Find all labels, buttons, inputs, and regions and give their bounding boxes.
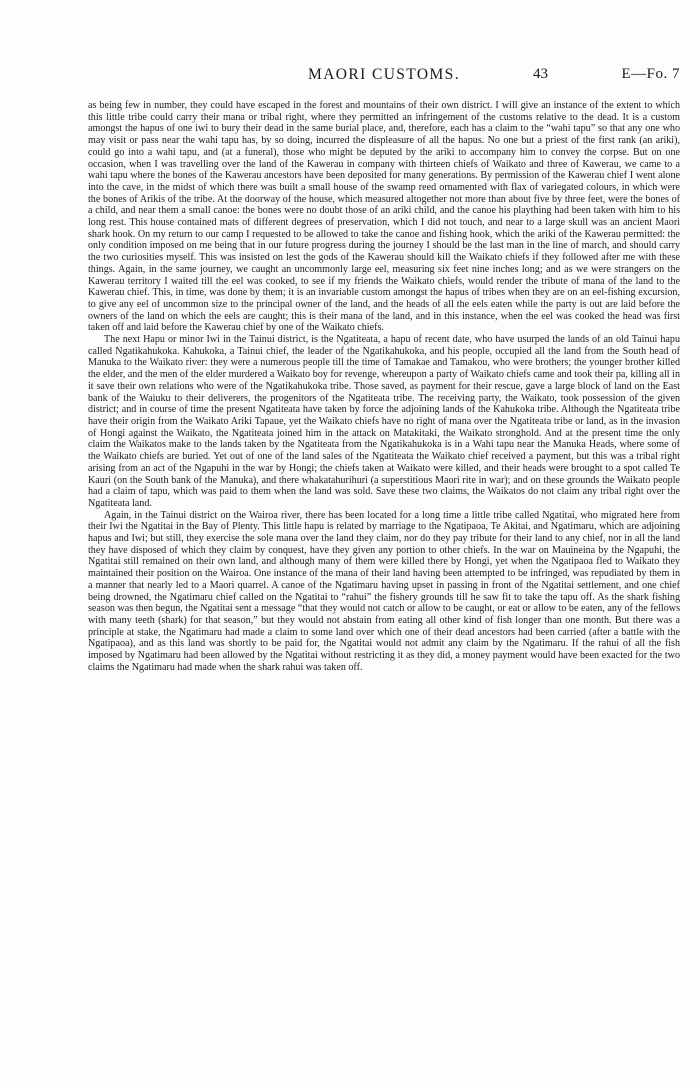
running-header	[88, 66, 680, 90]
paper-reference: E—Fo. 7	[621, 66, 680, 82]
running-title: MAORI CUSTOMS.	[308, 66, 460, 83]
paragraph-ngatitai: Again, in the Tainui district on the Wairoa river, there has been located for a long time a little tribe called Ngatitai, who migrated here from their Iwi the Ngatitai in the Bay of Plenty. This little hapu is related by marriage to the Ngatipaoa, Te Akitai, and Ngatimaru, which are adjoining hapus and Iwi; but still, they exercise the sole mana over the land they claim, nor do they pay tribute for their land to any chief, nor in all the land they have disposed of which they claim by conquest, have they given any portion to other chiefs. In the war on Mauineina by the Ngapuhi, the Ngatitai still remained on their own land, and although many of them were killed there by Hongi, yet when the Ngatipaoa fled to Waikato they maintained their position on the Wairoa. One instance of the mana of their land having been attempted to be infringed, was repudiated by them in a manner that nearly led to a Maori quarrel. A canoe of the Ngatimaru having upset in passing in front of the Ngatitai settlement, and one chief being drowned, the Ngatimaru chief called on the Ngatitai to “rahui” the fishery grounds till he saw fit to take the tapu off. As the shark fishing season was then begun, the Ngatitai sent a message “that they would not catch or allow to be caught, or eat or allow to be eaten, any of the fellows with many teeth (shark) for that season,” but they would not abstain from eating all other kind of fish longer than one month. But there was a principle at stake, the Ngatimaru had made a claim to some land over which one of their dead ancestors had been carried (after a battle with the Ngatipaoa), and as this land was shortly to be paid for, the Ngatitai would not admit any claim by the Ngatimaru. If the rahui of all the fish imposed by Ngatimaru had been allowed by the Ngatitai without restricting it as they did, a money payment would have been exacted for the two claims the Ngatimaru had made when the shark rahui was taken off.	[88, 509, 680, 673]
page-number: 43	[533, 66, 548, 82]
body-text	[88, 100, 680, 673]
paragraph-ngatiteata: The next Hapu or minor Iwi in the Tainui district, is the Ngatiteata, a hapu of recent date, who have usurped the lands of an old Tainui hapu called Ngatikahukoka. Kahukoka, a Tainui chief, the leader of the Ngatikahukoka, and his people, occupied all the land from the South head of Manuka to the Waikato river: they were a numerous people till the time of Tamakae and Tamakou, who were brothers; the younger brother killed the elder, and the men of the elder murdered a Waikato boy for revenge, whereupon a party of Waikato chiefs came and took their pa, killing all in it save their own relations who were of the Ngatikahukoka tribe. Those saved, as payment for their rescue, gave a large block of land on the East bank of the Waiuku to their deliverers, the progenitors of the Ngatiteata tribe. The receiving party, the Waikato, took possession of the given district; and in course of time the present Ngatiteata have taken by force the adjoining lands of the Kahukoka tribe. Although the Ngatiteata tribe have their origin from the Waikato Ariki Tapaue, yet the Waikato chiefs have no right of mana over the Ngatiteata tribe or land, as in the invasion of Hongi against the Waikato, the Ngatiteata joined him in the attack on Matakitaki, the Waikato stronghold. And at the present time the only claim the Waikatos make to the lands taken by the Ngatiteata from the Ngatikahukoka is in a Wahi tapu near the Manuka Heads, where some of the Waikato chiefs are buried. Yet out of one of the land sales of the Ngatiteata the Waikato chief received a payment, but this was a tribal right arising from an act of the Ngapuhi in the war by Hongi; the chiefs taken at Waikato were killed, and their heads were brought to a spot called Te Kauri (on the South bank of the Manuka), and there whakatahurihuri (a superstitious Maori rite in war); and on these grounds the Waikato people had a claim of tapu, which was paid to them when the land was sold. Save these two claims, the Waikatos do not claim any tribal right over the Ngatiteata land.	[88, 334, 680, 509]
paragraph-continued: as being few in number, they could have escaped in the forest and mountains of their own district. I will give an instance of the extent to which this little tribe could carry their mana or tribal right, where they permitted an infringement of the customs relative to the dead. It is a custom amongst the hapus of one iwi to bury their dead in the same burial place, and, therefore, each has a claim to the “wahi tapu” so that any one who may visit or pass near the wahi tapu has, by so doing, incurred the displeasure of all the hapus. No one but a priest of the first rank (an ariki), could go into a wahi tapu, and (at a funeral), those who might be deputed by the ariki to accompany him to convey the corpse. But on one occasion, when I was travelling over the land of the Kawerau in company with thirteen chiefs of Waikato and three of Kawerau, we came to a wahi tapu where the bones of the Kawerau ancestors have been deposited for many generations. By permission of the Kawerau chief I went alone into the cave, in the midst of which there was built a small house of the swamp reed ornamented with flax of variegated colours, in which were the bones of Arikis of the tribe. At the doorway of the house, which measured altogether not more than about five by three feet, were the bones of a child, and near them a small canoe: the bones were no doubt those of an ariki child, and the canoe his plaything had been taken with him to his long rest. This house contained mats of different degrees of preservation, which I did not touch, and near to a large skull was an ancient Maori shark hook. On my return to our camp I requested to be allowed to take the canoe and fishing hook, which the ariki of the Kawerau permitted: the only condition imposed on me being that in our future progress during the journey I should be the last man in the line of march, and should carry the two curiosities myself. This was insisted on lest the gods of the Kawerau should kill the Waikato chiefs if they followed after me with these things. Again, in the same journey, we caught an uncommonly large eel, measuring six feet nine inches long; and as we were strangers on the Kawerau territory I waited till the eel was cooked, to see if my friends the Waikato chiefs, would render the tribute of mana of the land to the Kawerau chief. This, in time, was done by them; it is an invariable custom amongst the hapus of tribes when they are on an eel-fishing excursion, to give any eel of uncommon size to the principal owner of the land, and the heads of all the eels eaten while the party is out are laid before the owners of the land on which the eels are caught; this is their mana of the land, and in this instance, when the eel was cooked the head was first taken off and laid before the Kawerau chief by one of the Waikato chiefs.	[88, 100, 680, 334]
